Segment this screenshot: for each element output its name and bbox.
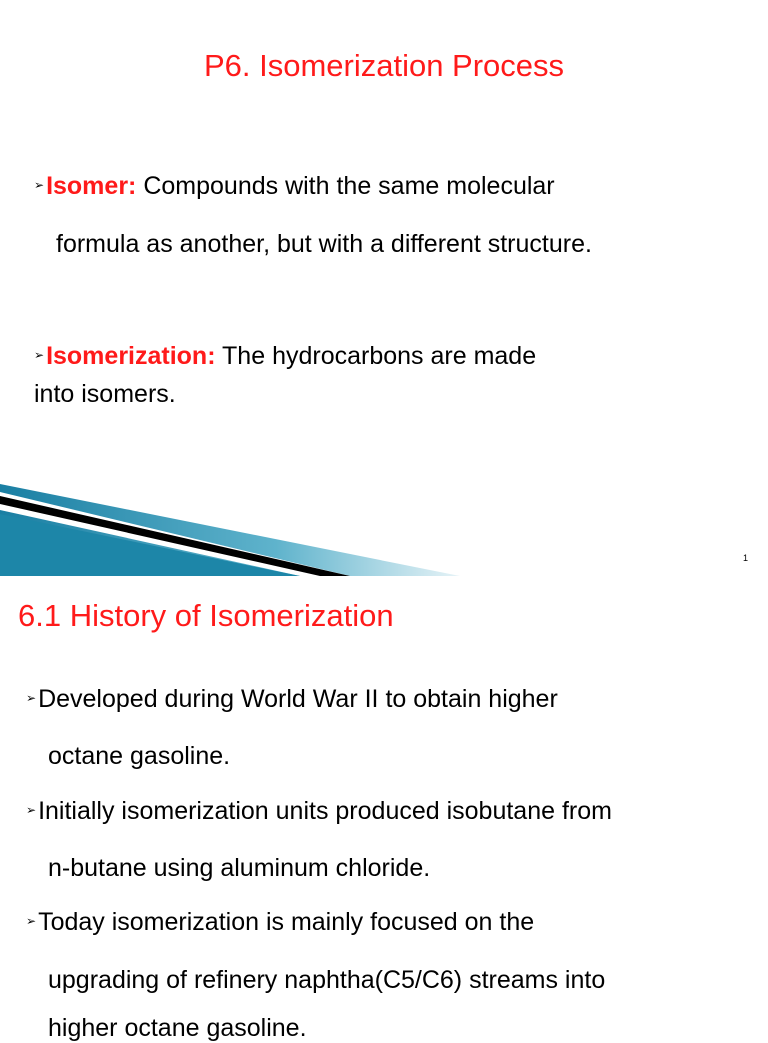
- bullet-arrow-icon: ➢: [26, 914, 37, 929]
- bullet-today: [26, 910, 534, 935]
- bullet-ww2-text: Developed during World War II to obtain higher: [38, 685, 558, 713]
- bullet-arrow-icon: ➢: [34, 178, 45, 193]
- bullet-isomer-text: Compounds with the same molecular: [136, 172, 555, 200]
- slide-2-title: 6.1 History of Isomerization: [18, 598, 394, 633]
- bullet-initially: [26, 799, 612, 824]
- bullet-isomer-continuation: formula as another, but with a different structure.: [56, 230, 592, 258]
- slide-2: [0, 576, 768, 1042]
- term-isomer: Isomer:: [46, 172, 137, 200]
- slide-1-title: P6. Isomerization Process: [203, 48, 565, 83]
- page-number: 1: [743, 553, 749, 563]
- bullet-arrow-icon: ➢: [26, 691, 37, 706]
- term-isomerization: Isomerization:: [46, 342, 216, 370]
- bullet-arrow-icon: ➢: [34, 348, 45, 363]
- bullet-today-text: Today isomerization is mainly focused on the: [38, 908, 535, 936]
- bullet-ww2-continuation: octane gasoline.: [48, 742, 231, 770]
- bullet-ww2: [26, 687, 558, 712]
- bullet-today-continuation: upgrading of refinery naphtha(C5/C6) streams into: [48, 966, 606, 994]
- bullet-today-continuation-2: higher octane gasoline.: [48, 1014, 307, 1042]
- bullet-arrow-icon: ➢: [26, 803, 37, 818]
- bullet-isomer: [34, 174, 555, 199]
- bullet-isomerization-continuation: into isomers.: [34, 380, 176, 408]
- bullet-initially-text: Initially isomerization units produced isobutane from: [38, 797, 612, 825]
- bullet-isomerization: [34, 344, 536, 369]
- bullet-isomerization-text: The hydrocarbons are made: [215, 342, 537, 370]
- decorative-swoosh: [0, 470, 460, 576]
- bullet-initially-continuation: n-butane using aluminum chloride.: [48, 854, 431, 882]
